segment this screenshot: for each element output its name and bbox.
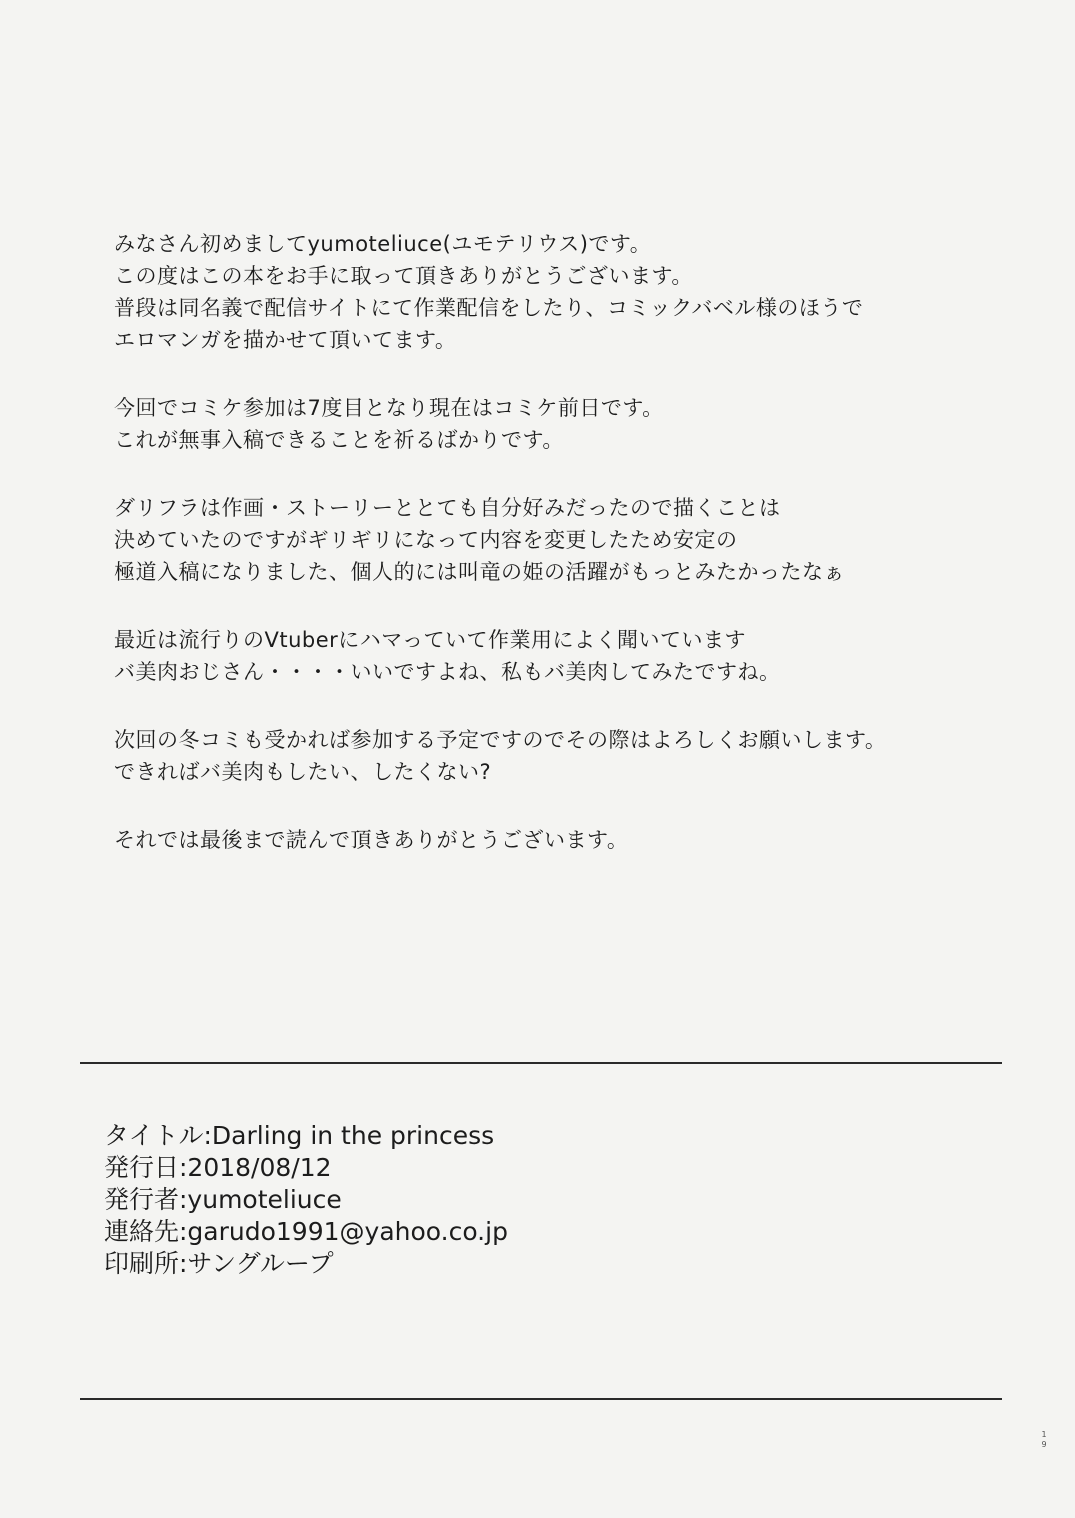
text-line: 普段は同名義で配信サイトにて作業配信をしたり、コミックバベル様のほうで <box>114 296 864 320</box>
text-line: この度はこの本をお手に取って頂きありがとうございます。 <box>114 264 693 288</box>
colophon-title: タイトル:Darling in the princess <box>104 1121 495 1150</box>
colophon-publisher: 発行者:yumoteliuce <box>104 1185 342 1214</box>
text-line: みなさん初めましてyumoteliuce(ユモテリウス)です。 <box>114 232 652 256</box>
colophon-date: 発行日:2018/08/12 <box>104 1153 332 1182</box>
text-line: 最近は流行りのVtuberにハマっていて作業用によく聞いています <box>114 628 746 652</box>
afterword-paragraph-2 <box>114 392 1014 456</box>
text-line: できればバ美肉もしたい、したくない? <box>114 760 492 784</box>
colophon-divider-top <box>80 1062 1002 1064</box>
colophon-printer: 印刷所:サングループ <box>104 1249 334 1278</box>
text-line: 次回の冬コミも受かれば参加する予定ですのでその際はよろしくお願いします。 <box>114 728 887 752</box>
text-line: ダリフラは作画・ストーリーととても自分好みだったので描くことは <box>114 496 781 520</box>
afterword-paragraph-4 <box>114 624 1014 688</box>
text-line: 今回でコミケ参加は7度目となり現在はコミケ前日です。 <box>114 396 664 420</box>
text-line: バ美肉おじさん・・・・いいですよね、私もバ美肉してみたですね。 <box>114 660 781 684</box>
text-line: 極道入稿になりました、個人的には叫竜の姫の活躍がもっとみたかったなぁ <box>114 560 845 584</box>
afterword-paragraph-6 <box>114 824 1014 856</box>
afterword-paragraph-5 <box>114 724 1014 788</box>
text-line: 決めていたのですがギリギリになって内容を変更したため安定の <box>114 528 738 552</box>
text-line: それでは最後まで読んで頂きありがとうございます。 <box>114 828 629 852</box>
colophon-contact: 連絡先:garudo1991@yahoo.co.jp <box>104 1217 508 1246</box>
text-line: これが無事入稿できることを祈るばかりです。 <box>114 428 564 452</box>
colophon-divider-bottom <box>80 1398 1002 1400</box>
afterword-paragraph-3 <box>114 492 1014 588</box>
text-line: エロマンガを描かせて頂いてます。 <box>114 328 457 352</box>
colophon <box>104 1120 508 1280</box>
afterword-paragraph-1 <box>114 228 1014 356</box>
afterword <box>114 228 1014 892</box>
page-number: 19 <box>1041 1430 1047 1449</box>
